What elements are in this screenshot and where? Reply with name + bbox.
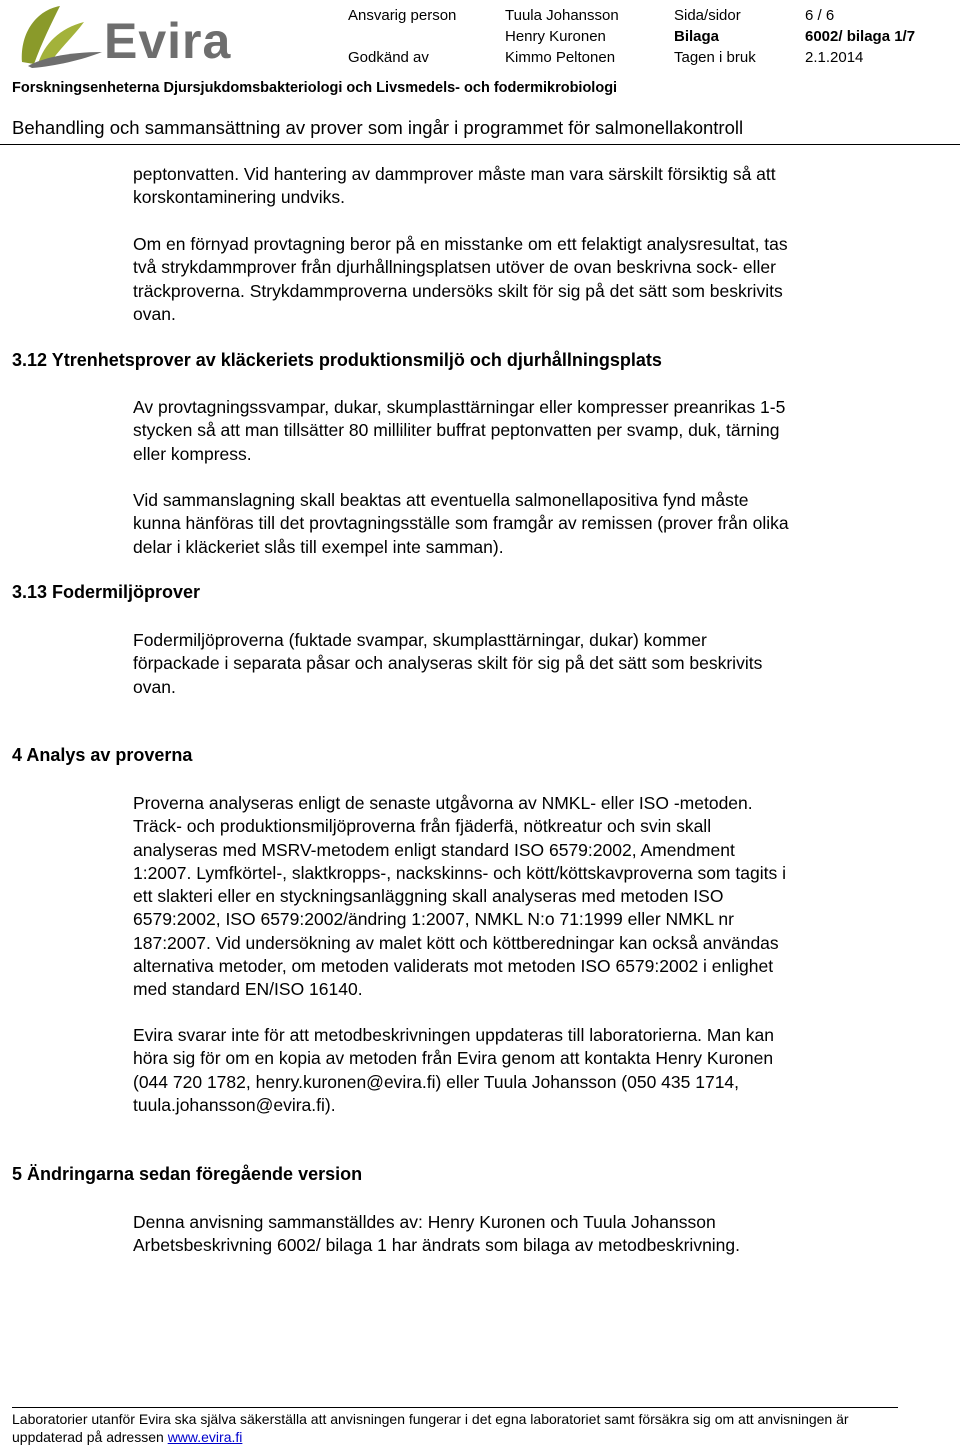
responsible-value: Tuula Johansson (505, 7, 619, 24)
effective-label: Tagen i bruk (674, 49, 756, 66)
approved-value: Kimmo Peltonen (505, 49, 616, 66)
leaf-icon (12, 2, 112, 68)
footer-line-1: Laboratorier utanför Evira ska själva säkerställa att anvisningen fungerar i det egna laboratoriet samt försäkra sig om att anvisningen är (12, 1411, 849, 1427)
footer-rule (12, 1407, 898, 1408)
heading-4: 4 Analys av proverna (12, 745, 193, 765)
logo-text: Evira (104, 13, 232, 69)
page-label: Sida/sidor (674, 7, 741, 24)
heading-5: 5 Ändringarna sedan föregående version (12, 1164, 363, 1184)
evira-logo (12, 2, 237, 70)
heading-3-13: 3.13 Fodermiljöprover (12, 582, 201, 602)
effective-value: 2.1.2014 (805, 49, 864, 66)
footer-line-2 (12, 1428, 242, 1446)
attachment-value: 6002/ bilaga 1/7 (805, 28, 916, 45)
paragraph-6: Proverna analyseras enligt de senaste utgåvorna av NMKL- eller ISO -metoden. Träck- och produktionsmiljöproverna från fjäderfä, nötkreatur och svin skall analyseras med MSRV-metodem enligt standard ISO 6579:2002, Amendment 1:2007. Lymfkörtel-, slaktkropps-, nackskinns- och kött/köttskavproverna som tagits i ett slakteri eller en styckningsanläggning skall analyseras med metoden ISO 6579:2002, ISO 6579:2002/ändring 1:2007, NMKL N:o 71:1999 eller NMKL nr 187:2007. Vid undersökning av malet kött och köttberedningar kan också användas alternativa metoder, om metoden validerats mot metoden ISO 6579:2002 i enlighet med standard EN/ISO 16140. (133, 793, 786, 1000)
responsible-label: Ansvarig person (348, 7, 457, 24)
paragraph-4: Vid sammanslagning skall beaktas att eventuella salmonellapositiva fynd måste kunna hänföras till det provtagningsställe som framgår av remissen (prover från olika delar i kläckeriet slås till exempel inte samman). (133, 490, 789, 557)
footer-text: uppdaterad på adressen (12, 1429, 168, 1445)
paragraph-5: Fodermiljöproverna (fuktade svampar, skumplasttärningar, dukar) kommer förpackade i separata påsar och analyseras skilt för sig på det sätt som beskrivits ovan. (133, 630, 763, 697)
unit-name: Forskningsenheterna Djursjukdomsbakteriologi och Livsmedels- och fodermikrobiologi (12, 80, 618, 96)
approved-label: Godkänd av (348, 49, 429, 66)
paragraph-7: Evira svarar inte för att metodbeskrivningen uppdateras till laboratorierna. Man kan höra sig för om en kopia av metoden från Evira genom att kontakta Henry Kuronen (044 720 1782, henry.kuronen@evira.fi) eller Tuula Johansson (050 435 1714, tuula.johansson@evira.fi). (133, 1025, 775, 1115)
paragraph-8: Denna anvisning sammanställdes av: Henry Kuronen och Tuula Johansson Arbetsbeskrivning 6002/ bilaga 1 har ändrats som bilaga av metodbeskrivning. (133, 1212, 741, 1256)
paragraph-1: peptonvatten. Vid hantering av dammprover måste man vara särskilt försiktig så att korskontaminering undviks. (133, 164, 776, 208)
page-value: 6 / 6 (805, 7, 835, 24)
second-person: Henry Kuronen (505, 28, 606, 45)
attachment-label: Bilaga (674, 28, 720, 45)
header-rule (0, 144, 960, 145)
paragraph-2: Om en förnyad provtagning beror på en misstanke om ett felaktigt analysresultat, tas två strykdammprover från djurhållningsplatsen utöver de ovan beskrivna sock- eller träckproverna. Strykdammproverna undersöks skilt för sig på det sätt som beskrivits ovan. (133, 234, 788, 324)
paragraph-3: Av provtagningssvampar, dukar, skumplasttärningar eller kompresser preanrikas 1-5 stycken så att man tillsätter 80 milliliter buffrat peptonvatten per svamp, duk, tärning eller kompress. (133, 397, 786, 464)
heading-3-12: 3.12 Ytrenhetsprover av kläckeriets produktionsmiljö och djurhållningsplats (12, 350, 662, 370)
evira-link[interactable]: www.evira.fi (167, 1429, 243, 1445)
doc-title: Behandling och sammansättning av prover som ingår i programmet för salmonellakontroll (12, 117, 744, 138)
